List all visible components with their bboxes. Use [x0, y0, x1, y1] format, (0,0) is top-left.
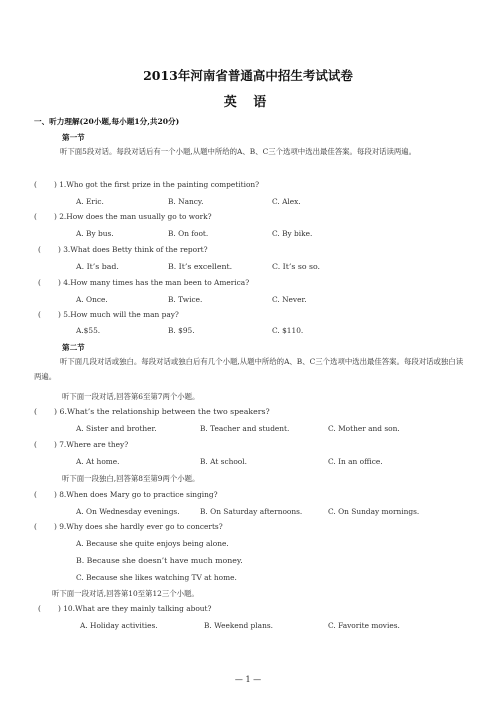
- question-3-option-a: A. It’s bad.: [76, 262, 119, 271]
- question-10: ( ) 10.What are they mainly talking about?: [38, 604, 212, 613]
- question-4-option-a: A. Once.: [76, 295, 108, 304]
- question-8-option-b: B. On Saturday afternoons.: [200, 507, 303, 516]
- part2-heading: 第二节: [62, 343, 85, 352]
- question-7-option-b: B. At school.: [200, 457, 247, 466]
- question-9: ( ) 9.Why does she hardly ever go to concerts?: [34, 522, 223, 531]
- question-4-option-c: C. Never.: [272, 295, 307, 304]
- question-7-option-c: C. In an office.: [328, 457, 383, 466]
- question-10-option-a: A. Holiday activities.: [80, 621, 158, 630]
- question-3-option-c: C. It’s so so.: [272, 262, 321, 271]
- question-9-option-b: B. Because she doesn’t have much money.: [76, 556, 243, 565]
- question-9-option-a: A. Because she quite enjoys being alone.: [76, 539, 229, 548]
- part2-instructions: 听下面几段对话或独白。每段对话或独白后有几个小题,从题中所给的A、B、C三个选项中选出最佳答案。每段对话或独白读两遍。: [34, 357, 464, 381]
- question-5: ( ) 5.How much will the man pay?: [38, 310, 179, 319]
- question-6-option-b: B. Teacher and student.: [200, 424, 290, 433]
- question-1-option-b: B. Nancy.: [168, 197, 204, 206]
- question-8: ( ) 8.When does Mary go to practice singing?: [34, 490, 218, 499]
- question-1-option-c: C. Alex.: [272, 197, 301, 206]
- question-5-option-b: B. $95.: [168, 326, 195, 335]
- question-3-option-b: B. It’s excellent.: [168, 262, 233, 271]
- question-2: ( ) 2.How does the man usually go to work?: [34, 212, 212, 221]
- part1-instructions: 听下面5段对话。每段对话后有一个小题,从题中所给的A、B、C三个选项中选出最佳答案。每段对话读两遍。: [60, 147, 417, 156]
- question-10-option-c: C. Favorite movies.: [328, 621, 400, 630]
- question-1: ( ) 1.Who got the first prize in the painting competition?: [34, 180, 260, 189]
- section-heading-listening: 一、听力理解(20小题,每小题1分,共20分): [34, 117, 180, 126]
- question-2-option-b: B. On foot.: [168, 229, 209, 238]
- lead-q6-q7: 听下面一段对话,回答第6至第7两个小题。: [62, 392, 200, 401]
- page-number: — 1 —: [234, 675, 262, 684]
- lead-q10-q12: 听下面一段对话,回答第10至第12三个小题。: [52, 589, 199, 598]
- question-3: ( ) 3.What does Betty think of the report?: [38, 245, 208, 254]
- question-1-option-a: A. Eric.: [76, 197, 104, 206]
- question-5-option-c: C. $110.: [272, 326, 304, 335]
- question-8-option-a: A. On Wednesday evenings.: [76, 507, 180, 516]
- question-6-option-a: A. Sister and brother.: [76, 424, 157, 433]
- question-6: ( ) 6.What’s the relationship between the two speakers?: [34, 407, 270, 416]
- question-7-option-a: A. At home.: [76, 457, 120, 466]
- question-4-option-b: B. Twice.: [168, 295, 203, 304]
- question-2-option-c: C. By bike.: [272, 229, 313, 238]
- subject-title: 英 语: [223, 95, 273, 110]
- lead-q8-q9: 听下面一段独白,回答第8至第9两个小题。: [62, 474, 200, 483]
- question-6-option-c: C. Mother and son.: [328, 424, 400, 433]
- page-title: 2013年河南省普通高中招生考试试卷: [143, 68, 353, 83]
- question-9-option-c: C. Because she likes watching TV at home.: [76, 573, 237, 582]
- part1-heading: 第一节: [62, 133, 85, 142]
- question-4: ( ) 4.How many times has the man been to America?: [38, 278, 250, 287]
- question-2-option-a: A. By bus.: [76, 229, 114, 238]
- question-5-option-a: A.$55.: [76, 326, 101, 335]
- question-8-option-c: C. On Sunday mornings.: [328, 507, 420, 516]
- question-10-option-b: B. Weekend plans.: [204, 621, 273, 630]
- question-7: ( ) 7.Where are they?: [34, 440, 129, 449]
